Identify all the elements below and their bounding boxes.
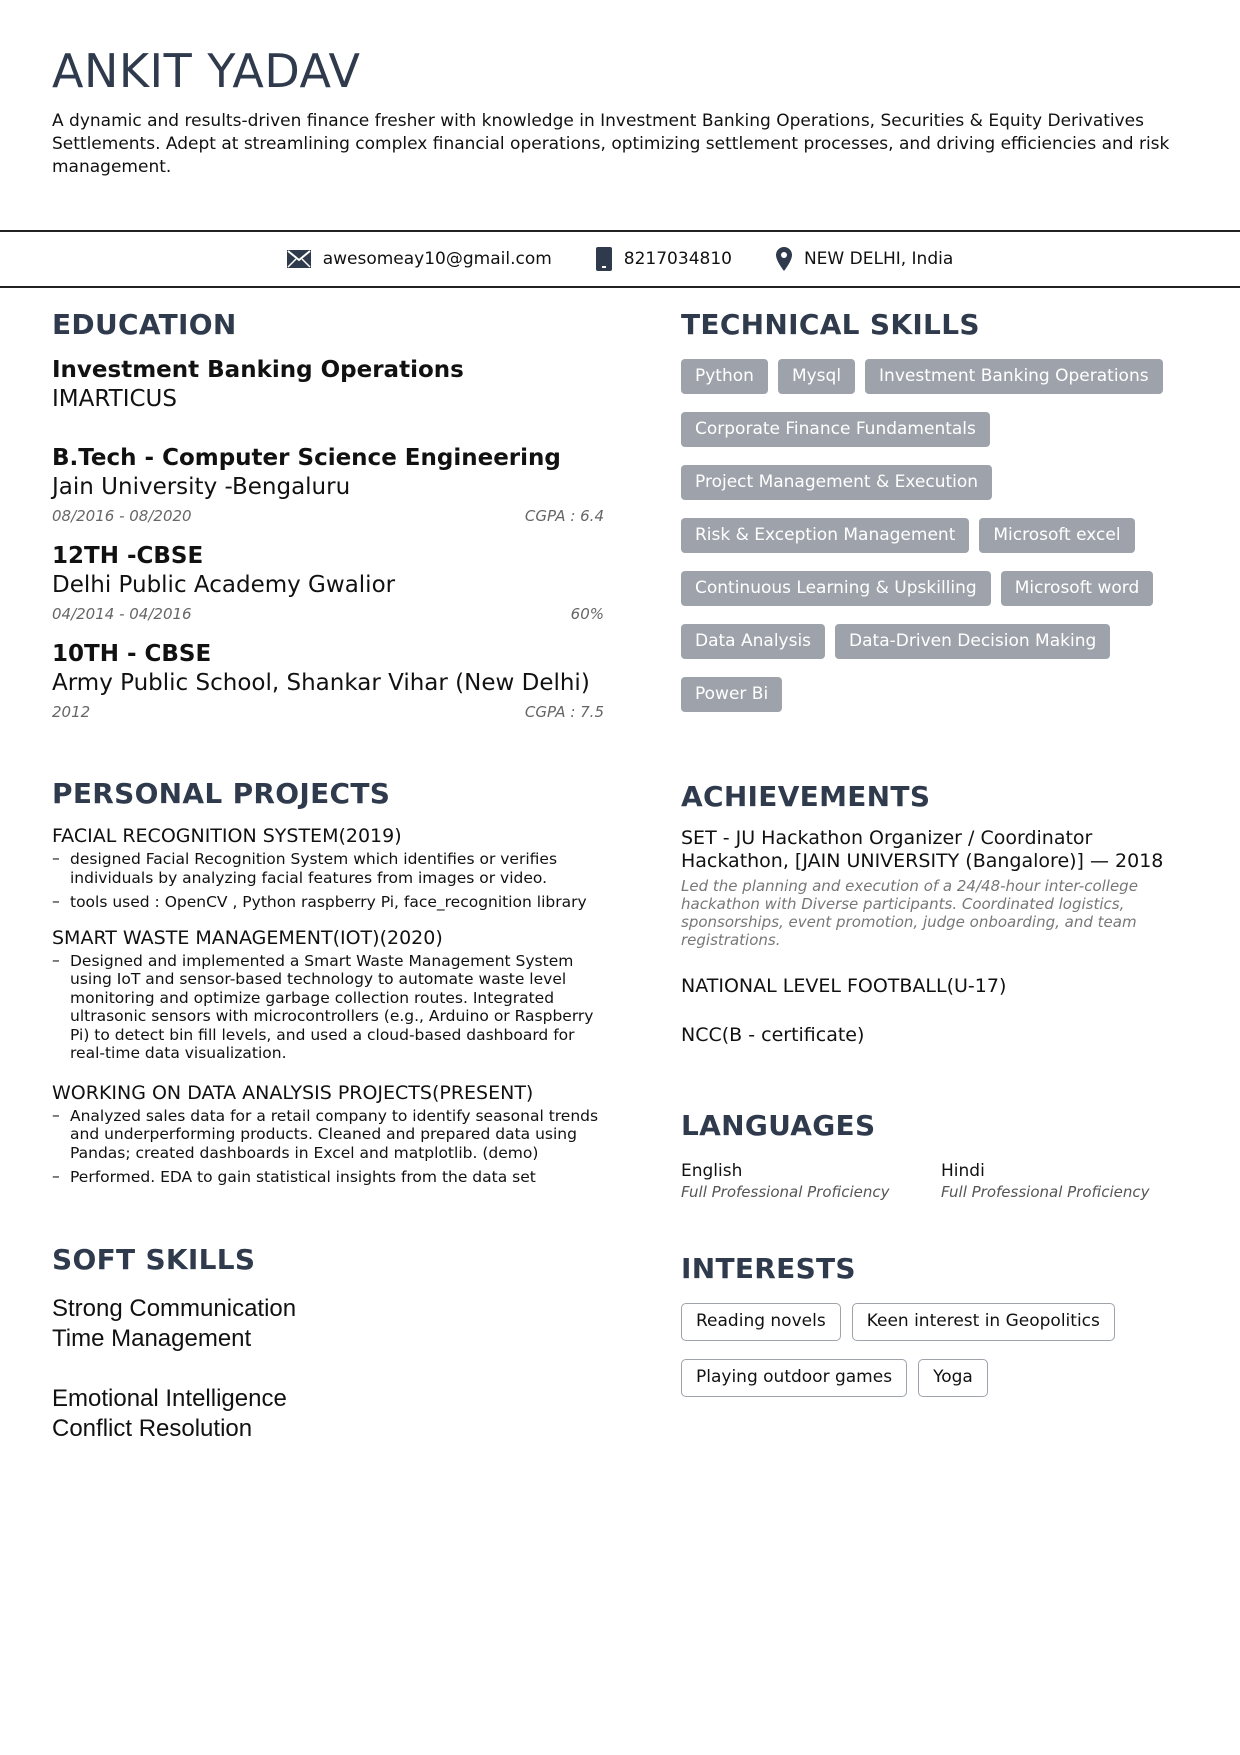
project-item — [52, 926, 604, 1063]
achievements-title: ACHIEVEMENTS — [681, 780, 931, 813]
achievement-title: SET - JU Hackathon Organizer / Coordinator Hackathon, [JAIN UNIVERSITY (Bangalore)] — 2018 — [681, 827, 1164, 872]
soft-skill: Time Management — [52, 1324, 252, 1352]
project-item — [52, 824, 604, 912]
languages-title: LANGUAGES — [681, 1109, 876, 1142]
language-name: English — [681, 1161, 743, 1181]
soft-skill: Conflict Resolution — [52, 1414, 253, 1442]
language-item — [941, 1160, 1201, 1202]
project-name: SMART WASTE MANAGEMENT(IOT)(2020) — [52, 926, 443, 949]
skill-tag: Investment Banking Operations — [865, 359, 1163, 394]
skill-tag: Python — [681, 359, 768, 394]
location-pin-icon — [776, 247, 792, 271]
project-bullets — [52, 1107, 604, 1187]
technical-skills-section — [681, 308, 1201, 712]
achievement-desc: Led the planning and execution of a 24/48-hour inter-college hackathon with Diverse participants. Coordinated logistics, sponsorships, event promotion, judge onboarding, and team registrations. — [681, 877, 1138, 949]
languages-section — [681, 1109, 1201, 1202]
phone-icon — [596, 247, 612, 271]
skill-tag: Project Management & Execution — [681, 465, 992, 500]
achievements-section — [681, 780, 1201, 1047]
projects-section — [52, 777, 604, 1187]
edu-degree: B.Tech - Computer Science Engineering — [52, 445, 561, 471]
project-bullet: – tools used : OpenCV , Python raspberry Pi, face_recognition library — [52, 893, 604, 912]
edu-meta — [52, 605, 604, 623]
education-title: EDUCATION — [52, 308, 237, 341]
edu-degree: 10TH - CBSE — [52, 641, 212, 667]
left-column — [52, 308, 604, 1444]
edu-dates: 2012 — [52, 703, 91, 721]
soft-skills-title: SOFT SKILLS — [52, 1242, 256, 1276]
edu-degree: Investment Banking Operations — [52, 357, 464, 383]
email-text: awesomeay10@gmail.com — [322, 249, 552, 269]
summary: A dynamic and results-driven finance fresher with knowledge in Investment Banking Operations, Securities & Equity Derivatives Settlements. Adept at streamlining complex financial operations, optimizing settlement processes, and driving efficiencies and risk management. — [52, 111, 1170, 176]
edu-score: 60% — [570, 605, 604, 623]
candidate-name: ANKIT YADAV — [52, 44, 361, 98]
edu-dates: 04/2014 - 04/2016 — [52, 605, 192, 623]
project-bullets — [52, 850, 604, 912]
edu-dates: 08/2016 - 08/2020 — [52, 507, 192, 525]
education-entry — [52, 639, 604, 721]
education-entry — [52, 443, 604, 525]
skill-tag: Microsoft word — [1001, 571, 1154, 606]
project-bullet: – Performed. EDA to gain statistical insights from the data set — [52, 1168, 604, 1187]
skill-tag: Corporate Finance Fundamentals — [681, 412, 990, 447]
contact-phone[interactable] — [596, 247, 732, 271]
soft-skills-section — [52, 1243, 604, 1444]
education-entry — [52, 355, 604, 413]
project-name: FACIAL RECOGNITION SYSTEM(2019) — [52, 825, 402, 847]
skill-tag: Risk & Exception Management — [681, 518, 969, 553]
languages-list — [681, 1160, 1201, 1202]
project-bullet: – designed Facial Recognition System which identifies or verifies individuals by analyzing facial features from images or video. — [52, 850, 604, 887]
resume-header — [52, 44, 1192, 176]
edu-score: CGPA : 6.4 — [524, 507, 604, 525]
technical-skills-title: TECHNICAL SKILLS — [681, 308, 980, 341]
education-entry — [52, 541, 604, 623]
skill-tag: Mysql — [778, 359, 855, 394]
edu-school: Delhi Public Academy Gwalior — [52, 572, 396, 598]
interests-title: INTERESTS — [681, 1252, 856, 1285]
skill-tag: Data-Driven Decision Making — [835, 624, 1110, 659]
skill-tag: Data Analysis — [681, 624, 825, 659]
project-bullets — [52, 952, 604, 1063]
projects-title: PERSONAL PROJECTS — [52, 777, 391, 810]
location-text: NEW DELHI, India — [803, 249, 954, 269]
project-item — [52, 1081, 604, 1187]
skill-tag: Power Bi — [681, 677, 782, 712]
achievement-item — [681, 827, 1201, 949]
envelope-icon — [287, 250, 311, 268]
project-bullet: – Designed and implemented a Smart Waste Management System using IoT and sensor-based technology to automate waste level monitoring and optimize garbage collection routes. Integrated ultrasonic sensors with microcontrollers (e.g., Arduino or Raspberry Pi) to detect bin fill levels, and used a cloud-based dashboard for real-time data visualization. — [52, 952, 604, 1063]
achievement-title: NCC(B - certificate) — [681, 1024, 865, 1046]
soft-skill: Emotional Intelligence — [52, 1384, 287, 1412]
edu-school: IMARTICUS — [52, 386, 177, 412]
soft-skills-list — [52, 1294, 604, 1444]
soft-skill: Strong Communication — [52, 1294, 297, 1322]
skill-tag: Continuous Learning & Upskilling — [681, 571, 991, 606]
achievement-item — [681, 1024, 1201, 1047]
language-name: Hindi — [941, 1161, 985, 1181]
education-section — [52, 308, 604, 721]
edu-school: Jain University -Bengaluru — [52, 474, 351, 500]
language-level: Full Professional Proficiency — [681, 1183, 890, 1201]
language-item — [681, 1160, 941, 1202]
edu-meta — [52, 703, 604, 721]
interests-tags — [681, 1303, 1201, 1397]
achievement-title: NATIONAL LEVEL FOOTBALL(U-17) — [681, 975, 1007, 997]
project-name: WORKING ON DATA ANALYSIS PROJECTS(PRESENT) — [52, 1081, 534, 1104]
edu-meta — [52, 507, 604, 525]
technical-skills-tags — [681, 359, 1201, 712]
skill-tag: Microsoft excel — [979, 518, 1134, 553]
right-column — [681, 308, 1201, 1397]
achievement-item — [681, 975, 1201, 998]
contact-bar — [0, 230, 1240, 288]
interests-section — [681, 1252, 1201, 1397]
edu-degree: 12TH -CBSE — [52, 543, 204, 569]
contact-email[interactable] — [287, 249, 552, 269]
contact-location — [776, 247, 953, 271]
phone-text: 8217034810 — [623, 249, 732, 269]
edu-score: CGPA : 7.5 — [524, 703, 604, 721]
interest-tag: Reading novels — [681, 1303, 841, 1341]
language-level: Full Professional Proficiency — [941, 1183, 1150, 1201]
project-bullet: – Analyzed sales data for a retail company to identify seasonal trends and underperforming products. Cleaned and prepared data using Pandas; created dashboards in Excel and matplotlib. (demo) — [52, 1107, 604, 1163]
interest-tag: Keen interest in Geopolitics — [852, 1303, 1115, 1341]
interest-tag: Yoga — [918, 1359, 988, 1397]
interest-tag: Playing outdoor games — [681, 1359, 907, 1397]
edu-school: Army Public School, Shankar Vihar (New Delhi) — [52, 670, 590, 696]
